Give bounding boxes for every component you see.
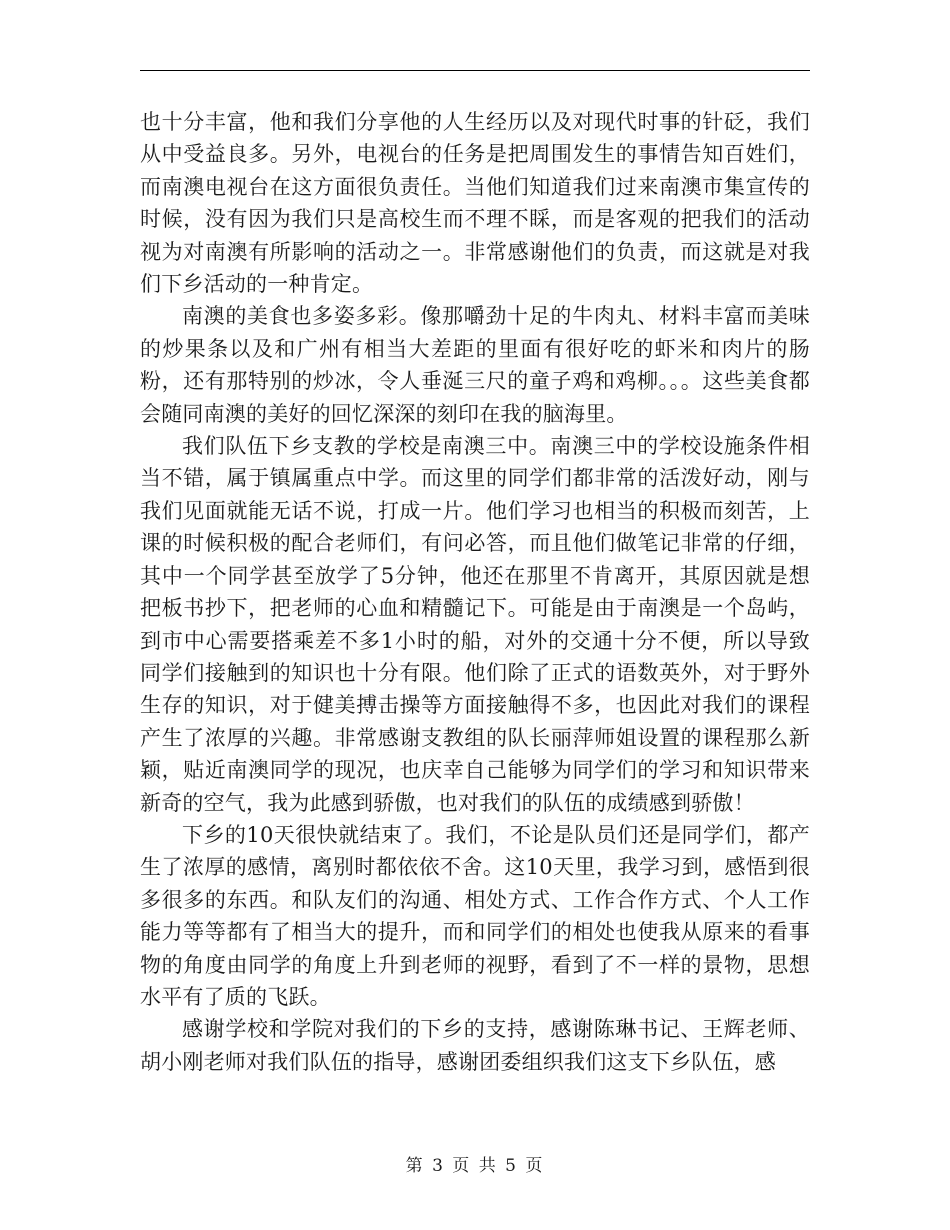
- paragraph-4: 下乡的10天很快就结束了。我们，不论是队员们还是同学们，都产生了浓厚的感情，离别时都依依不舍。这10天里，我学习到，感悟到很多很多的东西。和队友们的沟通、相处方式、工作合作方式、个人工作能力等等都有了相当大的提升，而和同学们的相处也使我从原来的看事物的角度由同学的角度上升到老师的视野，看到了不一样的景物，思想水平有了质的飞跃。: [140, 822, 810, 1009]
- paragraph-2: 南澳的美食也多姿多彩。像那嚼劲十足的牛肉丸、材料丰富而美味的炒果条以及和广州有相当大差距的里面有很好吃的虾米和肉片的肠粉，还有那特别的炒冰，令人垂涎三尺的童子鸡和鸡柳。。。这些美食都会随同南澳的美好的回忆深深的刻印在我的脑海里。: [140, 304, 810, 426]
- page-number-footer: 第 3 页 共 5 页: [405, 1156, 545, 1176]
- document-body: [140, 106, 810, 1078]
- paragraph-1: 也十分丰富，他和我们分享他的人生经历以及对现代时事的针砭，我们从中受益良多。另外，电视台的任务是把周围发生的事情告知百姓们，而南澳电视台在这方面很负责任。当他们知道我们过来南澳市集宣传的时候，没有因为我们只是高校生而不理不睬，而是客观的把我们的活动视为对南澳有所影响的活动之一。非常感谢他们的负责，而这就是对我们下乡活动的一种肯定。: [140, 110, 810, 297]
- header-rule: [140, 70, 810, 71]
- paragraph-3: 我们队伍下乡支教的学校是南澳三中。南澳三中的学校设施条件相当不错，属于镇属重点中学。而这里的同学们都非常的活泼好动，刚与我们见面就能无话不说，打成一片。他们学习也相当的积极而刻苦，上课的时候积极的配合老师们，有问必答，而且他们做笔记非常的仔细，其中一个同学甚至放学了5分钟，他还在那里不肯离开，其原因就是想把板书抄下，把老师的心血和精髓记下。可能是由于南澳是一个岛屿，到市中心需要搭乘差不多1小时的船，对外的交通十分不便，所以导致同学们接触到的知识也十分有限。他们除了正式的语数英外，对于野外生存的知识，对于健美搏击操等方面接触得不多，也因此对我们的课程产生了浓厚的兴趣。非常感谢支教组的队长丽萍师姐设置的课程那么新颖，贴近南澳同学的现况，也庆幸自己能够为同学们的学习和知识带来新奇的空气，我为此感到骄傲，也对我们的队伍的成绩感到骄傲！: [140, 434, 810, 815]
- paragraph-5: 感谢学校和学院对我们的下乡的支持，感谢陈琳书记、王辉老师、胡小刚老师对我们队伍的指导，感谢团委组织我们这支下乡队伍，感: [140, 1017, 810, 1074]
